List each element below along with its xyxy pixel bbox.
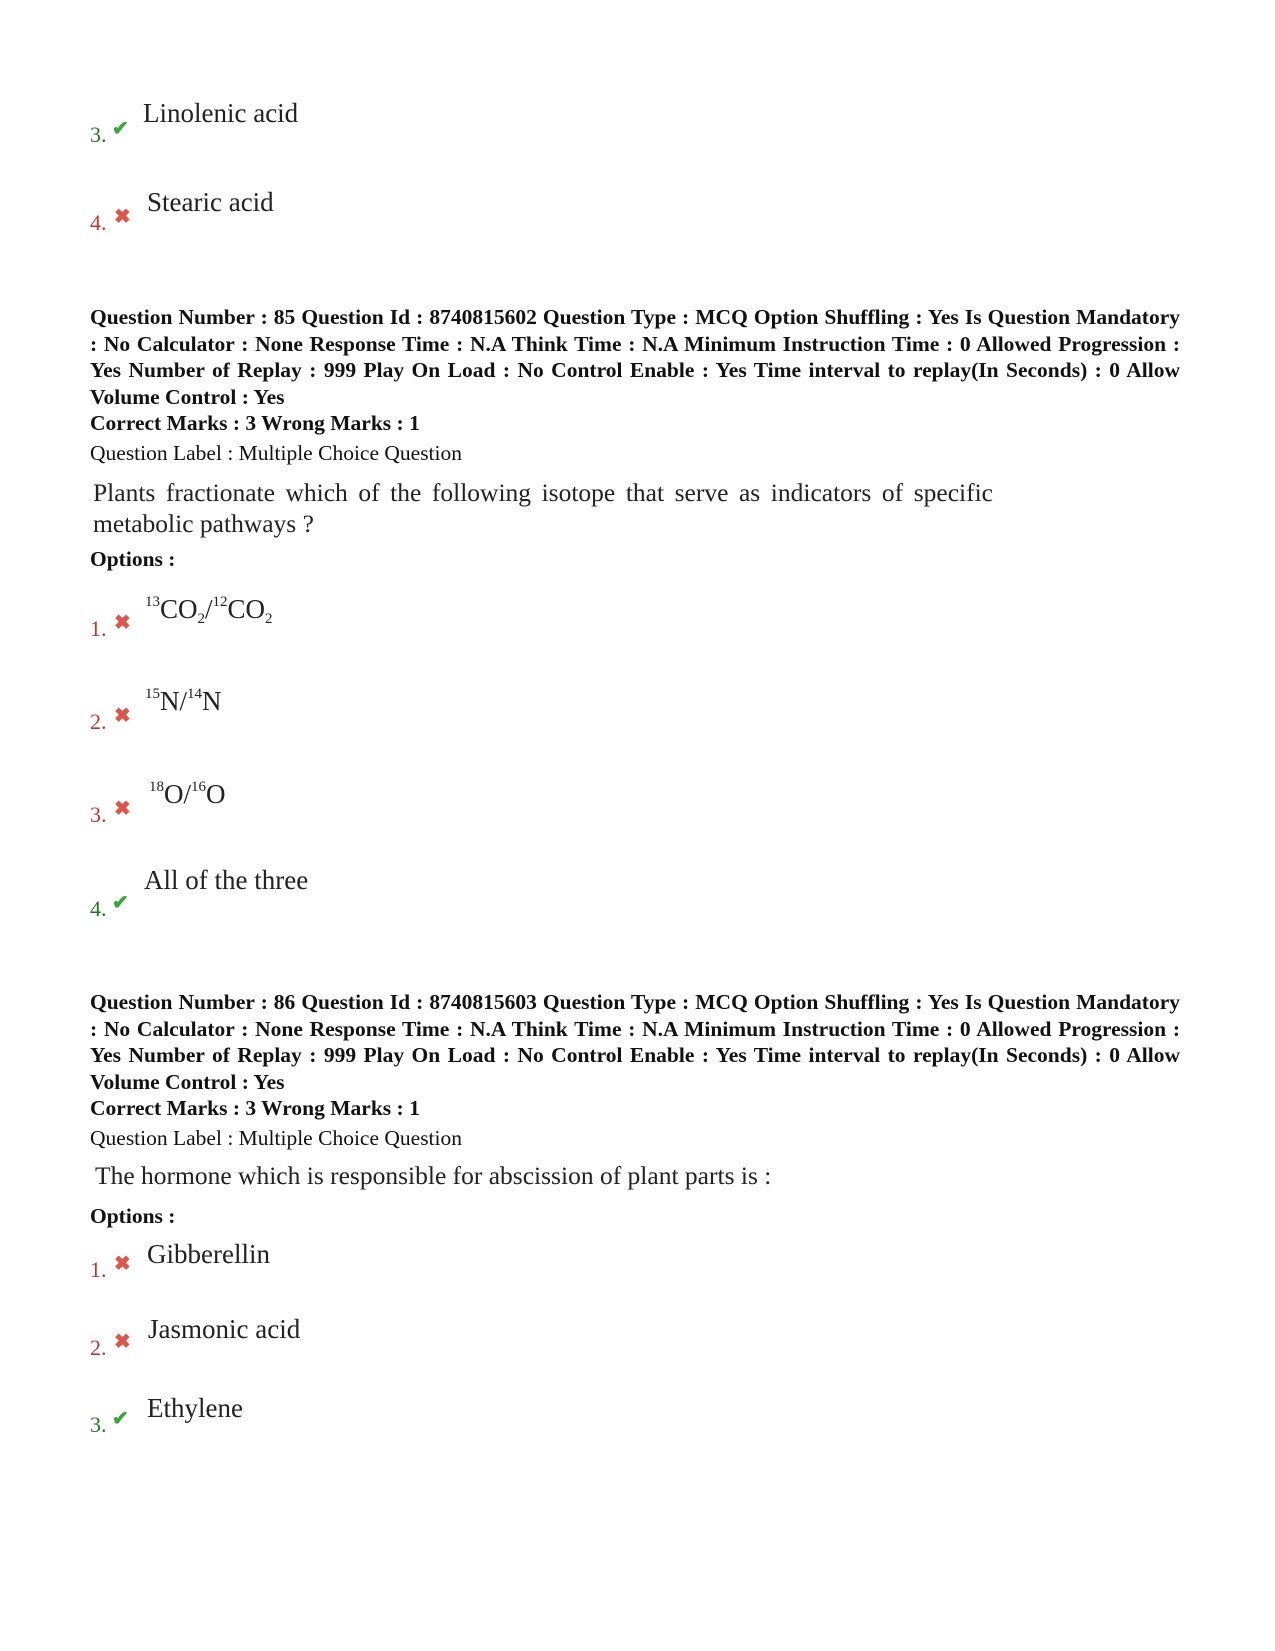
separator: / (179, 686, 188, 716)
option-number: 3. (90, 802, 107, 827)
question-85-text-line1: Plants fractionate which of the following isotope that serve as indicators of specific (93, 478, 993, 507)
isotope-number: 18 (149, 779, 164, 795)
question-85-marks: Correct Marks : 3 Wrong Marks : 1 (90, 411, 420, 435)
options-heading: Options : (90, 1204, 176, 1228)
question-86-meta: Question Number : 86 Question Id : 8740815603 Question Type : MCQ Option Shuffling : Yes Is Question Mandatory : No Calculator : None Response Time : N.A Think Time : N.A Minimum Instruction Time : 0 Allowed Progression : Yes Number of Replay : 999 Play On Load : No Control Enable : Yes Time interval to replay(In Seconds) : 0 Allow Volume Control : Yes (90, 990, 1180, 1094)
option-text: Stearic acid (147, 187, 274, 217)
check-icon: ✔ (112, 1408, 129, 1430)
chem-symbol: O (206, 779, 226, 809)
option-number: 2. (90, 1335, 107, 1360)
option-number: 4. (90, 896, 107, 921)
option-text: All of the three (144, 865, 309, 895)
chem-symbol: CO (160, 594, 198, 624)
question-86-label: Question Label : Multiple Choice Question (90, 1126, 463, 1150)
option-number: 3. (90, 1412, 107, 1437)
isotope-number: 14 (187, 686, 203, 702)
isotope-number: 16 (191, 779, 207, 795)
option-formula (145, 594, 273, 627)
isotope-number: 12 (212, 594, 228, 610)
option-text: Linolenic acid (143, 98, 299, 128)
cross-icon: ✖ (114, 1331, 131, 1353)
isotope-number: 15 (145, 686, 160, 702)
option-number: 3. (90, 122, 107, 147)
option-text: Jasmonic acid (148, 1314, 301, 1344)
question-86-text: The hormone which is responsible for abscission of plant parts is : (95, 1161, 772, 1190)
question-85-label: Question Label : Multiple Choice Question (90, 441, 463, 465)
cross-icon: ✖ (114, 798, 131, 820)
cross-icon: ✖ (114, 705, 131, 727)
chem-symbol: CO (227, 594, 266, 624)
option-number: 1. (90, 1257, 107, 1282)
separator: / (183, 779, 192, 809)
check-icon: ✔ (112, 118, 129, 140)
isotope-number: 13 (145, 594, 160, 610)
subscript: 2 (265, 611, 273, 627)
question-85-meta: Question Number : 85 Question Id : 8740815602 Question Type : MCQ Option Shuffling : Yes Is Question Mandatory : No Calculator : None Response Time : N.A Think Time : N.A Minimum Instruction Time : 0 Allowed Progression : Yes Number of Replay : 999 Play On Load : No Control Enable : Yes Time interval to replay(In Seconds) : 0 Allow Volume Control : Yes (90, 305, 1180, 409)
option-formula (149, 781, 226, 808)
chem-symbol: N (202, 686, 222, 716)
cross-icon: ✖ (114, 1253, 131, 1275)
cross-icon: ✖ (114, 612, 131, 634)
subscript: 2 (197, 611, 206, 627)
option-number: 2. (90, 709, 107, 734)
chem-symbol: O (164, 779, 184, 809)
option-formula (145, 688, 222, 715)
question-85-text-line2: metabolic pathways ? (93, 509, 314, 538)
option-number: 1. (90, 616, 107, 641)
chem-symbol: N (160, 686, 180, 716)
option-text: Ethylene (147, 1393, 243, 1423)
question-86-marks: Correct Marks : 3 Wrong Marks : 1 (90, 1096, 420, 1120)
question-85-text (93, 477, 993, 539)
options-heading: Options : (90, 547, 176, 571)
option-text: Gibberellin (147, 1239, 270, 1269)
separator: / (205, 594, 213, 624)
option-number: 4. (90, 210, 107, 235)
check-icon: ✔ (112, 892, 129, 914)
cross-icon: ✖ (114, 206, 131, 228)
